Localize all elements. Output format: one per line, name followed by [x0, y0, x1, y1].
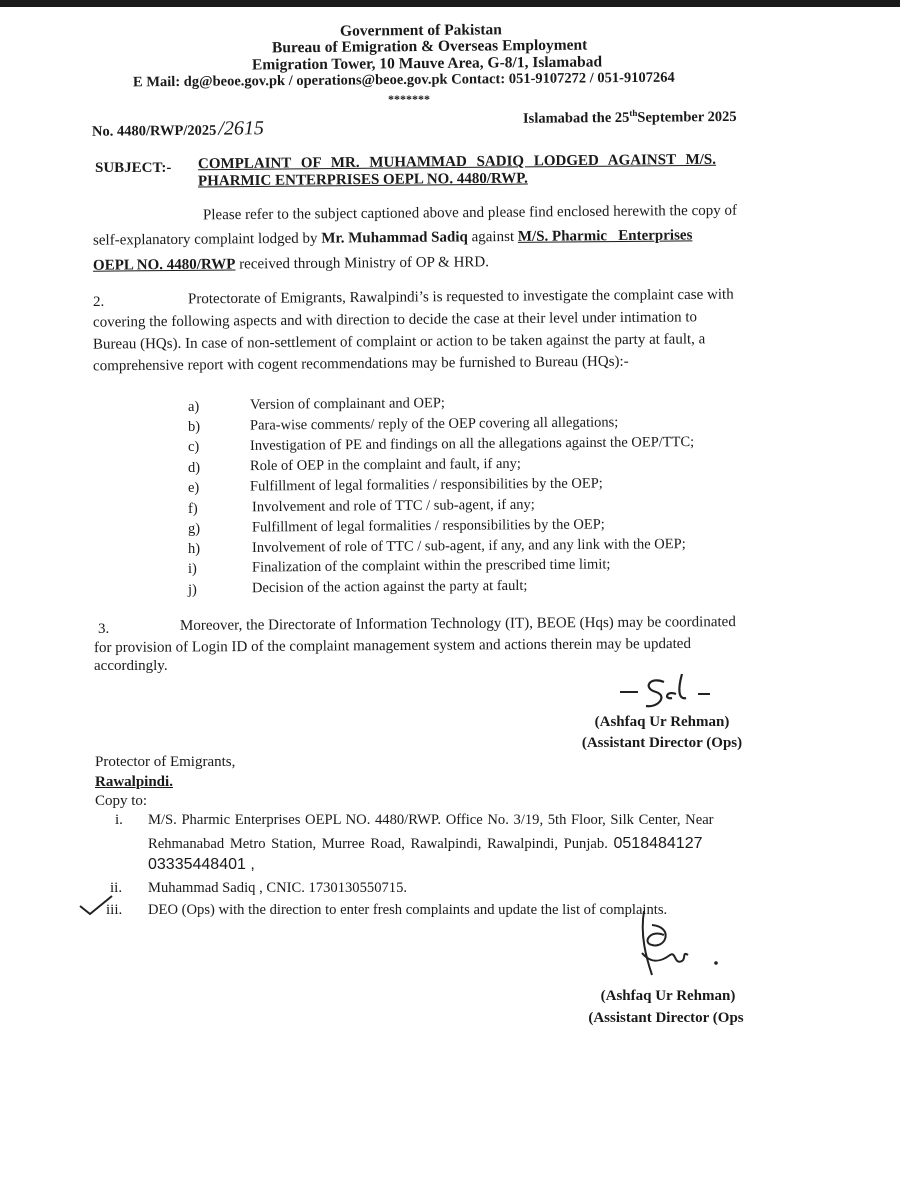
letterhead-stars: ******* [388, 92, 430, 106]
letterhead-contact: E Mail: dg@beoe.gov.pk / operations@beoe.gov.pk Contact: 051-9107272 / 051-9107264 [132, 69, 675, 91]
subject-line-1: COMPLAINT OF MR. MUHAMMAD SADIQ LODGED AGAINST M/S. [197, 151, 717, 173]
aspect-marker: d) [188, 460, 201, 476]
oep-name: M/S. Pharmic Enterprises [517, 227, 693, 245]
para1-l3-b: received through Ministry of OP & HRD. [235, 254, 490, 273]
copy-item-2-mark: ii. [110, 880, 123, 896]
copy-to-label: Copy to: [95, 793, 148, 809]
para2-line-1: Protectorate of Emigrants, Rawalpindi’s is requested to investigate the complaint case with [187, 286, 734, 308]
para2-line-3: Bureau (HQs). In case of non-settlement of complaint or action to be taken against the party at fault, a [92, 331, 706, 353]
aspect-marker: g) [188, 521, 201, 537]
aspect-item: Involvement and role of TTC / sub-agent, if any; [251, 496, 535, 516]
aspect-item: Fulfillment of legal formalities / responsibilities by the OEP; [249, 475, 603, 495]
addressee-line-2: Rawalpindi. [95, 774, 173, 790]
aspect-item: Fulfillment of legal formalities / responsibilities by the OEP; [251, 516, 605, 536]
reference-number-text: No. 4480/RWP/2025 [91, 122, 217, 140]
copy-item-3-mark: iii. [106, 902, 123, 918]
reference-number [92, 117, 264, 141]
letterhead-government: Government of Pakistan [339, 21, 502, 40]
signatory-2-name: (Ashfaq Ur Rehman) [600, 988, 736, 1004]
letter-date [523, 107, 737, 128]
para1-line-2 [93, 227, 693, 249]
copy-item-3-text: DEO (Ops) with the direction to enter fresh complaints and update the list of complaints. [148, 902, 668, 918]
para3-line-2: for provision of Login ID of the complaint management system and actions therein may be updated [93, 635, 691, 657]
aspect-item: Version of complainant and OEP; [249, 395, 445, 413]
signatory-2-title: (Assistant Director (Ops [588, 1010, 744, 1026]
para2-line-4: comprehensive report with cogent recommendations may be furnished to Bureau (HQs):- [92, 353, 629, 375]
aspect-marker: j) [188, 582, 197, 598]
letterhead-bureau: Bureau of Emigration & Overseas Employment [271, 36, 588, 57]
subject-line-2: PHARMIC ENTERPRISES OEPL NO. 4480/RWP. [197, 170, 528, 190]
addressee-line-1: Protector of Emigrants, [95, 754, 236, 770]
para1-line-3 [93, 254, 489, 274]
aspect-item: Finalization of the complaint within the prescribed time limit; [251, 556, 611, 576]
aspect-marker: h) [188, 541, 201, 557]
copy-item-1-mark: i. [115, 812, 123, 828]
oep-license: OEPL NO. 4480/RWP [92, 256, 236, 274]
signatory-1-title: (Assistant Director (Ops) [581, 735, 743, 751]
complainant-name: Mr. Muhammad Sadiq [321, 229, 468, 247]
para3-line-3: accordingly. [94, 658, 168, 674]
aspect-marker: f) [188, 501, 198, 517]
aspect-item: Para-wise comments/ reply of the OEP covering all allegations; [249, 414, 619, 434]
aspect-item: Investigation of PE and findings on all the allegations against the OEP/TTC; [249, 434, 695, 454]
aspect-item: Role of OEP in the complaint and fault, if any; [249, 455, 521, 475]
date-prefix: Islamabad the 25 [522, 109, 630, 127]
oep-phone-1: 0518484127 [613, 835, 703, 852]
para3-line-1: Moreover, the Directorate of Information Technology (IT), BEOE (Hqs) may be coordinated [179, 614, 736, 634]
aspect-item: Decision of the action against the party at fault; [251, 577, 528, 597]
aspect-marker: e) [188, 480, 200, 496]
subject-label: SUBJECT:- [95, 160, 172, 176]
aspect-marker: i) [188, 561, 197, 577]
para1-line-1: Please refer to the subject captioned above and please find enclosed herewith the copy of [202, 202, 738, 224]
copy-item-2-text: Muhammad Sadiq , CNIC. 1730130550715. [148, 880, 408, 896]
top-border [0, 0, 900, 7]
aspect-marker: a) [188, 399, 200, 415]
para3-number: 3. [98, 621, 110, 637]
oep-phone-2: 03335448401 , [148, 856, 255, 873]
sd-signature-mark [612, 668, 722, 718]
copy-item-1-line-2 [148, 835, 702, 853]
letterhead-address: Emigration Tower, 10 Mauve Area, G-8/1, Islamabad [251, 53, 603, 74]
aspect-item: Involvement of role of TTC / sub-agent, if any, and any link with the OEP; [251, 536, 686, 556]
handwritten-diary-number: /2615 [218, 117, 265, 140]
date-month-year: September 2025 [637, 108, 737, 126]
aspect-marker: b) [188, 419, 201, 435]
date-superscript: th [629, 107, 638, 119]
handwritten-signature [622, 905, 732, 985]
para1-l2-c: against [467, 228, 518, 246]
para2-number: 2. [93, 294, 105, 310]
para1-l2-a: self-explanatory complaint lodged by [92, 230, 322, 249]
copy-item-1-line-1: M/S. Pharmic Enterprises OEPL NO. 4480/RWP. Office No. 3/19, 5th Floor, Silk Center, Near [148, 812, 714, 828]
para2-line-2: covering the following aspects and with direction to decide the case at their level under intimation to [92, 309, 698, 331]
aspect-marker: c) [188, 439, 200, 455]
copy-item-1-address: Rehmanabad Metro Station, Murree Road, Rawalpindi, Rawalpindi, Punjab. [148, 836, 614, 852]
signatory-1-name: (Ashfaq Ur Rehman) [594, 714, 730, 730]
